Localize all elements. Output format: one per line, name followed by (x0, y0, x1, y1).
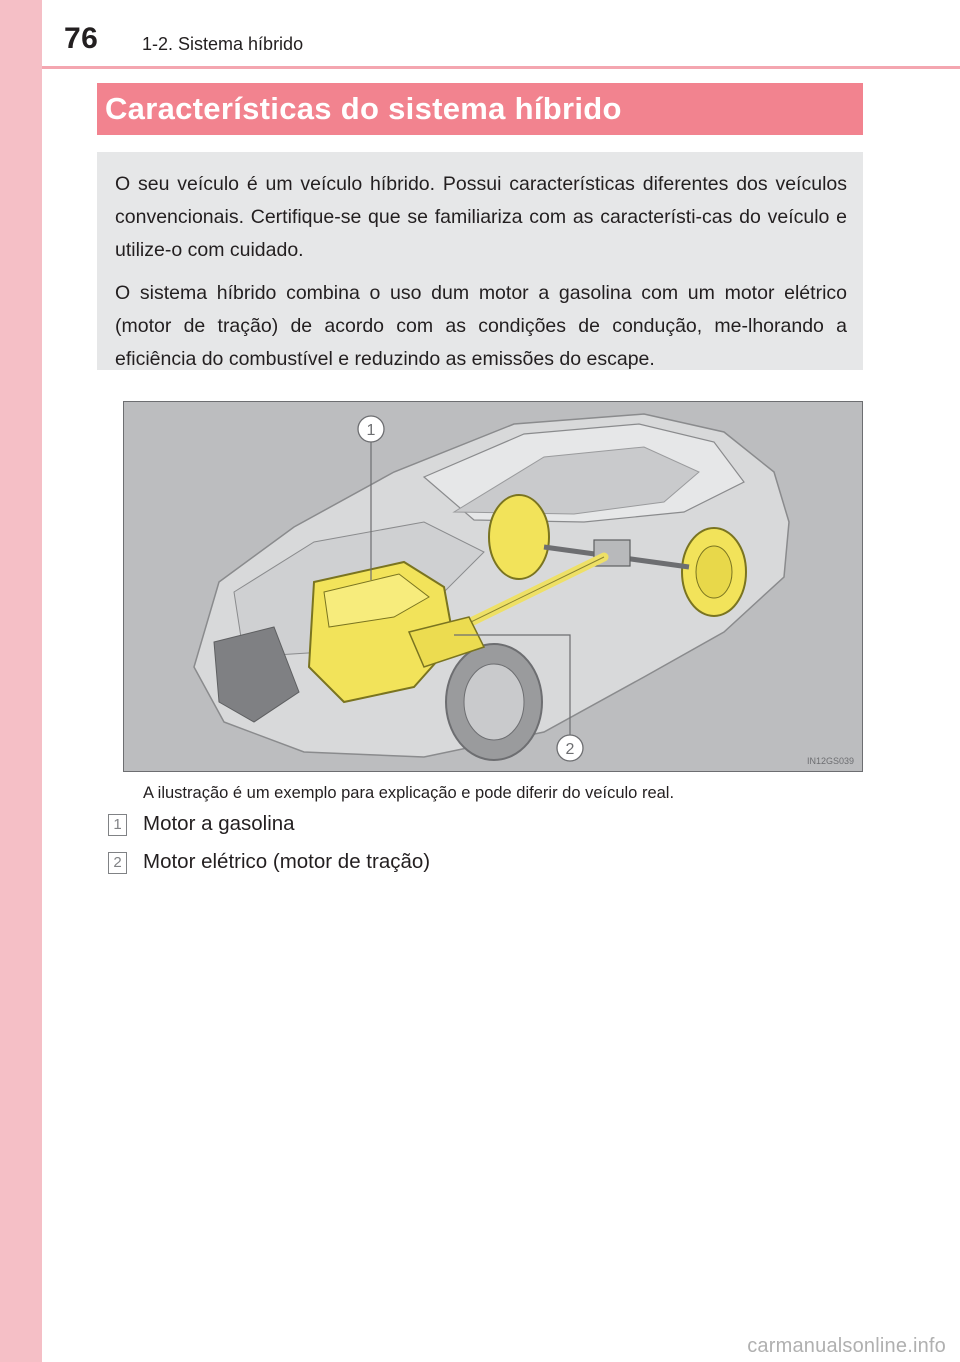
header-divider (42, 66, 960, 69)
intro-paragraph-2: O sistema híbrido combina o uso dum motor a gasolina com um motor elétrico (motor de tração) de acordo com as condições de condução, me-lhorando a eficiência do combustível e reduzindo as emissões do escape. (115, 282, 847, 370)
callout-2-number: 2 (565, 741, 575, 758)
intro-box (97, 152, 863, 370)
intro-paragraph-1: O seu veículo é um veículo híbrido. Possui características diferentes dos veículos convencionais. Certifique-se que se familiariza com as característi-cas do veículo e utilize-o com cuidado. (115, 173, 847, 261)
car-drawing (124, 402, 862, 771)
rear-left-wheel (489, 495, 549, 579)
page-header (42, 0, 960, 68)
illustration-caption: A ilustração é um exemplo para explicação e pode diferir do veículo real. (143, 784, 675, 802)
page-number: 76 (64, 22, 99, 55)
side-color-strip (0, 0, 42, 1362)
section-title: Características do sistema híbrido (97, 83, 863, 135)
legend-number-2: 2 (108, 852, 127, 874)
watermark: carmanualsonline.info (747, 1335, 946, 1357)
callout-1-number: 1 (366, 422, 376, 439)
legend-label-2: Motor elétrico (motor de tração) (143, 850, 431, 873)
legend-label-1: Motor a gasolina (143, 812, 295, 835)
figure-code: IN12GS039 (806, 756, 854, 766)
hybrid-system-illustration (123, 401, 863, 772)
legend-number-1: 1 (108, 814, 127, 836)
chapter-title: 1-2. Sistema híbrido (142, 34, 304, 54)
